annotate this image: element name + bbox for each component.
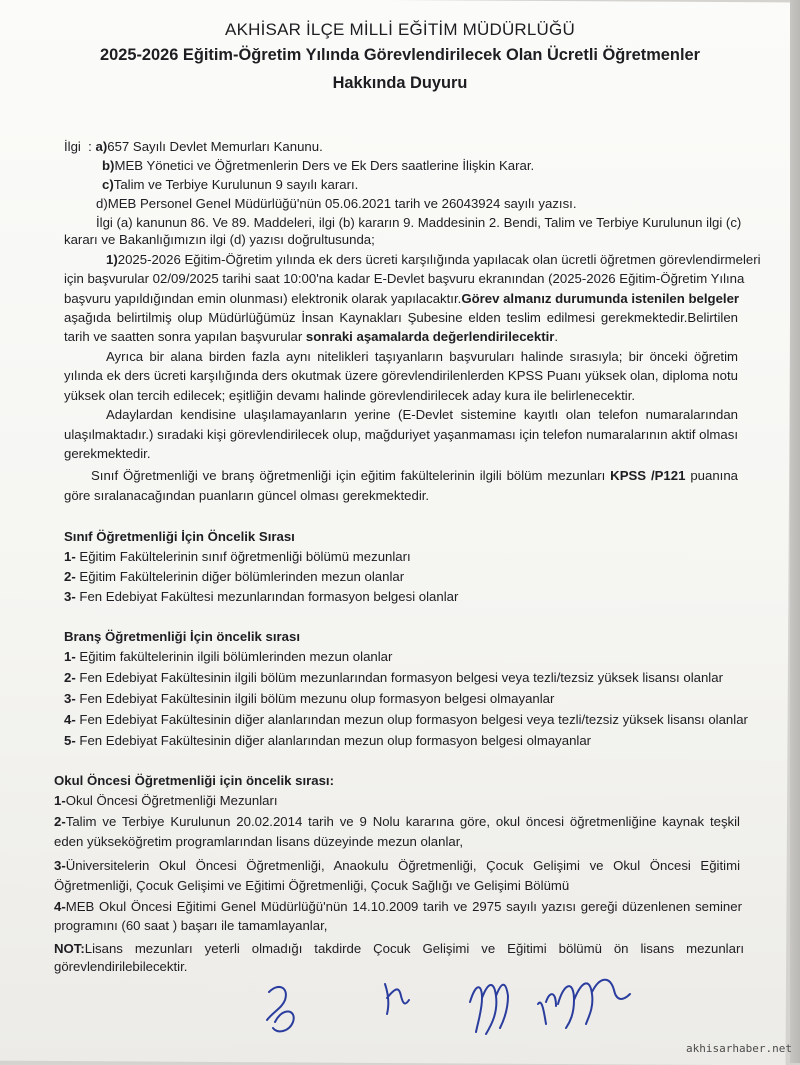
okul-item-2-line-1 [54, 813, 740, 830]
okul-item-2-line-2: eden yükseköğretim programlarından lisans düzeyinde mezun olanlar, [54, 834, 464, 849]
signature-3 [458, 962, 528, 1042]
sinif-item-1-text: Eğitim Fakültelerinin sınıf öğretmenliği bölümü mezunları [75, 549, 411, 564]
p2-line-4: aşağıda belirtilmiş olup Müdürlüğümüz İnsan Kaynakları Şubesine elden teslim edilmesi gerekmektedir.Belirtilen [64, 310, 738, 325]
sinif-item-3 [64, 588, 458, 605]
brans-heading: Branş Öğretmenliği İçin öncelik sırası [64, 629, 300, 644]
okul-item-3-text: Üniversitelerin Okul Öncesi Öğretmenliği, Anaokulu Öğretmenliği, Çocuk Gelişimi ve Okul Öncesi Eğitimi [65, 858, 740, 873]
sinif-item-1-num: 1- [64, 549, 76, 564]
p2-line-3-text: başvuru yapıldığından emin olunması) elektronik olarak yapılacaktır. [64, 291, 462, 306]
ilgi-b [102, 157, 534, 174]
p4-line-2: ulaşılmaktadır.) sıradaki kişi görevlendirilecek olup, mağduriyet yaşanmaması için telefon numaralarının aktif olması [64, 427, 738, 442]
p2-line-3-bold: Görev almanız durumunda istenilen belgeler [461, 291, 740, 306]
ilgi-d: d)MEB Personel Genel Müdürlüğü'nün 05.06.2021 tarih ve 26043924 sayılı yazısı. [96, 196, 577, 211]
p3-line-1: Ayrıca bir alana birden fazla aynı nitelikleri taşıyanların başvuruları halinde sırasıyla; bir önceki öğretim [106, 349, 738, 364]
brans-item-1-num: 1- [64, 649, 76, 664]
brans-item-4 [64, 711, 748, 728]
sinif-item-1 [64, 548, 411, 565]
signature-1 [255, 962, 315, 1042]
okul-heading: Okul Öncesi Öğretmenliği için öncelik sırası: [54, 773, 334, 788]
brans-item-5 [64, 732, 591, 749]
okul-item-4-text: MEB Okul Öncesi Eğitimi Genel Müdürlüğü'nün 14.10.2009 tarih ve 2975 sayılı yazısı gereği düzenlenen seminer [65, 899, 742, 914]
ilgi-c-text: Talim ve Terbiye Kurulunun 9 sayılı kararı. [113, 177, 359, 192]
signature-4 [530, 962, 640, 1042]
p4-line-1: Adaylardan kendisine ulaşılamayanların yerine (E-Devlet sistemine kayıtlı olan telefon numaralarından [106, 407, 738, 422]
brans-item-3 [64, 690, 554, 707]
p2-line-1-text: 2025-2026 Eğitim-Öğretim yılında ek ders ücreti karşılığında yapılacak olan ücretli öğretmen görevlendirmeleri [117, 252, 761, 267]
sinif-item-2-text: Eğitim Fakültelerinin diğer bölümlerinden mezun olanlar [75, 569, 405, 584]
okul-item-4-line-1 [54, 898, 742, 915]
ilgi-b-text: MEB Yönetici ve Öğretmenlerin Ders ve Ek Ders saatlerine İlişkin Karar. [114, 158, 535, 173]
p5-line-1-text: Sınıf Öğretmenliği ve branş öğretmenliği için eğitim fakültelerinin ilgili bölüm mezunları [91, 468, 611, 483]
sinif-heading: Sınıf Öğretmenliği İçin Öncelik Sırası [64, 529, 295, 544]
ilgi-c [102, 176, 358, 193]
title-line-2: Hakkında Duyuru [332, 74, 468, 92]
org-name: AKHİSAR İLÇE MİLLİ EĞİTİM MÜDÜRLÜĞÜ [225, 20, 575, 39]
p2-line-1 [106, 251, 761, 268]
ilgi-a: İlgi : a)657 Sayılı Devlet Memurları Kanunu. [64, 139, 323, 154]
note-line-2: görevlendirilebilecektir. [54, 959, 188, 974]
p4-line-3: gerekmektedir. [64, 446, 151, 461]
okul-item-2-num: 2- [54, 814, 66, 829]
page-edge-shadow [790, 0, 800, 1063]
okul-item-4-line-2: programını (60 saat ) başarı ile tamamlayanlar, [54, 918, 328, 933]
p5-line-1-end: puanına [685, 468, 738, 483]
sinif-item-3-num: 3- [64, 589, 76, 604]
note-label: NOT: [54, 941, 85, 956]
p2-line-2: için başvurular 02/09/2025 tarihi saat 10:00'na kadar E-Devlet başvuru ekranından (2025-2026 Eğitim-Öğretim Yılına [64, 271, 745, 286]
p2-line-5-bold: sonraki aşamalarda değerlendirilecektir [305, 329, 555, 344]
p3-line-3: yüksek olan tercih edilecek; eşitliğin devamı halinde görevlendirilecek aday kura ile belirlenecektir. [64, 388, 636, 403]
brans-item-2-num: 2- [64, 670, 76, 685]
brans-item-5-num: 5- [64, 733, 76, 748]
p2-line-5-text: tarih ve saatten sonra yapılan başvurular [64, 329, 306, 344]
okul-item-3-num: 3- [54, 858, 66, 873]
brans-item-4-num: 4- [64, 712, 76, 727]
p2-line-5-end: . [554, 329, 559, 344]
sinif-item-2-num: 2- [64, 569, 76, 584]
brans-item-1-text: Eğitim fakültelerinin ilgili bölümlerinden mezun olanlar [75, 649, 393, 664]
ilgi-a-text: 657 Sayılı Devlet Memurları Kanunu. [107, 139, 323, 154]
brans-item-1 [64, 648, 392, 665]
ilgi-c-letter: c) [102, 177, 114, 192]
signature-2 [375, 962, 425, 1022]
okul-item-1 [54, 792, 278, 809]
watermark: akhisarhaber.net [686, 1042, 792, 1055]
okul-item-1-text: Okul Öncesi Öğretmenliği Mezunları [65, 793, 278, 808]
brans-item-4-text: Fen Edebiyat Fakültesinin diğer alanlarından mezun olup formasyon belgesi veya tezli/tezsiz yüksek lisansı olanlar [75, 712, 748, 727]
p2-number: 1) [106, 252, 118, 267]
kpss-label: KPSS /P121 [610, 468, 686, 483]
p5-line-1 [91, 467, 738, 484]
p5-line-2: göre sıralanacağından puanların güncel olması gerekmektedir. [64, 488, 430, 503]
brans-item-3-text: Fen Edebiyat Fakültesinin ilgili bölüm mezunu olup formasyon belgesi olmayanlar [75, 691, 555, 706]
title-line-1: 2025-2026 Eğitim-Öğretim Yılında Görevlendirilecek Olan Ücretli Öğretmenler [99, 46, 700, 64]
p3-line-2: yılında ek ders ücreti karşılığında ders okutmak üzere görevlendirilenlerden KPSS Puanı yüksek olan, diploma notu [64, 368, 738, 383]
p2-line-5 [64, 328, 558, 345]
ilgi-a-letter: a) [95, 139, 108, 154]
brans-item-2 [64, 669, 723, 686]
brans-item-2-text: Fen Edebiyat Fakültesinin ilgili bölüm mezunlarından formasyon belgesi veya tezli/tezsiz yüksek lisansı olanlar [75, 670, 723, 685]
p1-line-1: İlgi (a) kanunun 86. Ve 89. Maddeleri, ilgi (b) kararın 9. Maddesinin 2. Bendi, Talim ve Terbiye Kurulunun ilgi (c) [96, 215, 742, 230]
sinif-item-2 [64, 568, 404, 585]
sinif-item-3-text: Fen Edebiyat Fakültesi mezunlarından formasyon belgesi olanlar [75, 589, 459, 604]
okul-item-2-text: Talim ve Terbiye Kurulunun 20.02.2014 tarih ve 9 Nolu kararına göre, okul öncesi öğretmenliğine kaynak teşkil [65, 814, 740, 829]
okul-item-4-num: 4- [54, 899, 66, 914]
brans-item-5-text: Fen Edebiyat Fakültesinin diğer alanlarından mezun olup formasyon belgesi olmayanlar [75, 733, 592, 748]
ilgi-b-letter: b) [102, 158, 115, 173]
p2-line-3 [64, 290, 738, 307]
brans-item-3-num: 3- [64, 691, 76, 706]
okul-item-3-line-2: Öğretmenliği, Çocuk Gelişimi ve Eğitimi Öğretmenliği, Çocuk Sağlığı ve Gelişimi Bölümü [54, 878, 570, 893]
okul-item-3-line-1 [54, 857, 740, 874]
ilgi-label: İlgi [64, 139, 81, 154]
note-line-1 [54, 940, 744, 957]
p1-line-2: kararı ve Bakanlığımızın ilgi (d) yazısı doğrultusunda; [64, 232, 375, 247]
note-text: Lisans mezunları yeterli olmadığı takdirde Çocuk Gelişimi ve Eğitimi bölümü ön lisans mezunları [84, 941, 744, 956]
okul-item-1-num: 1- [54, 793, 66, 808]
